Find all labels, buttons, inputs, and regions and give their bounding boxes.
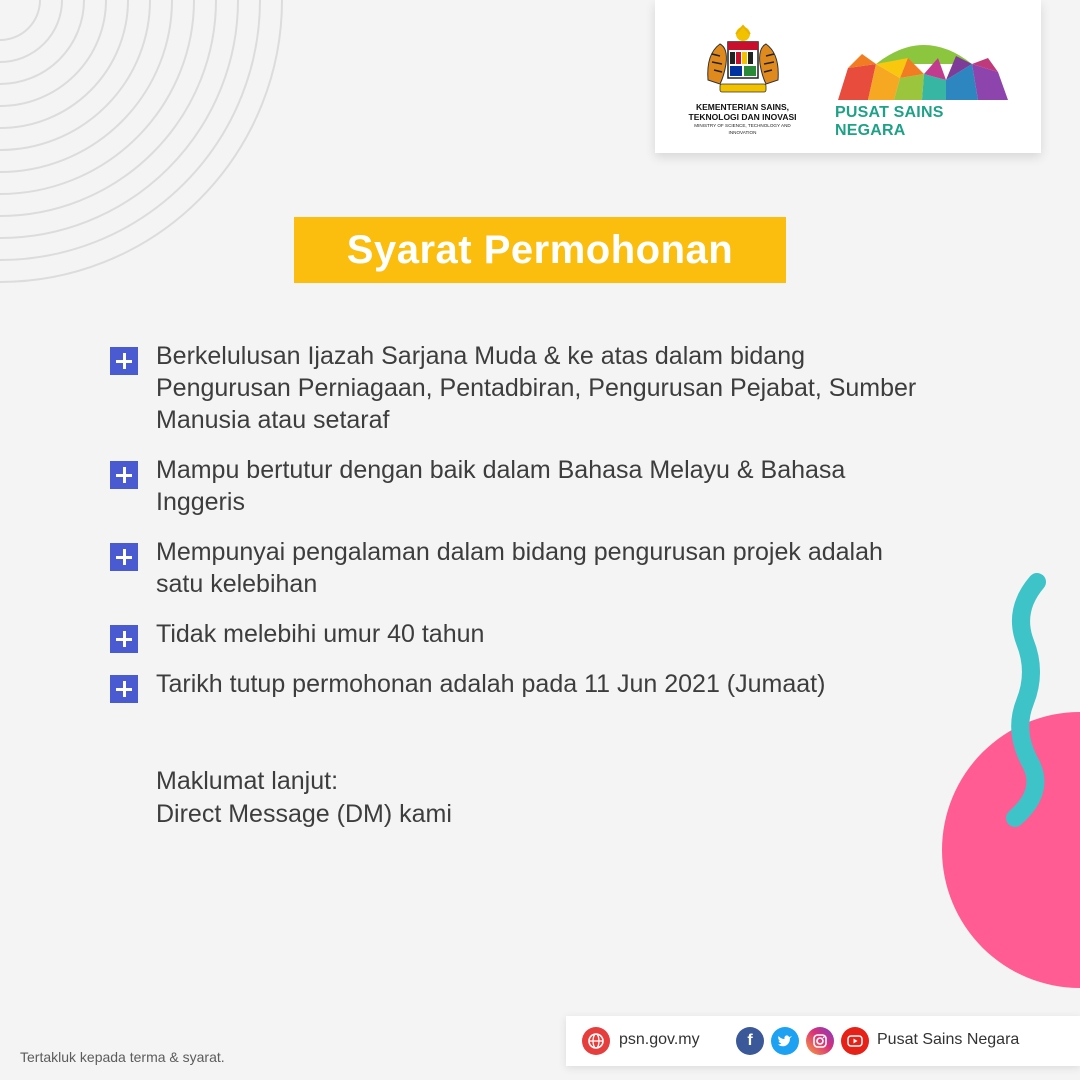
- decorative-squiggle: [985, 560, 1075, 840]
- ministry-name-line1: KEMENTERIAN SAINS,: [695, 102, 790, 112]
- requirement-text: Tarikh tutup permohonan adalah pada 11 Jun 2021 (Jumaat): [156, 670, 826, 698]
- more-info: [156, 765, 452, 831]
- list-item: [110, 668, 930, 700]
- psn-logo: [835, 34, 1015, 139]
- plus-icon: [110, 347, 138, 375]
- title-banner: [294, 217, 786, 283]
- coat-of-arms-icon: [698, 24, 788, 102]
- plus-icon: [110, 543, 138, 571]
- ministry-name-english: MINISTRY OF SCIENCE, TECHNOLOGY AND INNOVATION: [694, 123, 791, 135]
- list-item: [110, 618, 930, 650]
- requirement-text: Berkelulusan Ijazah Sarjana Muda & ke atas dalam bidang Pengurusan Perniagaan, Pentadbiran, Pengurusan Pejabat, Sumber Manusia atau setaraf: [156, 342, 917, 434]
- more-info-contact: Direct Message (DM) kami: [156, 800, 452, 828]
- facebook-icon[interactable]: f: [736, 1027, 764, 1055]
- requirement-text: Mempunyai pengalaman dalam bidang pengurusan projek adalah satu kelebihan: [156, 538, 883, 598]
- logo-card: [655, 0, 1041, 153]
- more-info-label: Maklumat lanjut:: [156, 767, 339, 795]
- requirement-text: Tidak melebihi umur 40 tahun: [156, 620, 485, 648]
- decorative-arcs: [0, 0, 300, 290]
- list-item: [110, 340, 930, 436]
- dome-logo-icon: [838, 34, 1010, 102]
- instagram-icon[interactable]: [806, 1027, 834, 1055]
- requirement-text: Mampu bertutur dengan baik dalam Bahasa Melayu & Bahasa Inggeris: [156, 456, 846, 516]
- social-handle[interactable]: Pusat Sains Negara: [877, 1031, 1020, 1048]
- list-item: [110, 454, 930, 518]
- ministry-name-line2: TEKNOLOGI DAN INOVASI: [688, 112, 797, 122]
- terms-note: Tertakluk kepada terma & syarat.: [20, 1049, 225, 1065]
- ministry-logo: [680, 24, 805, 144]
- psn-name: PUSAT SAINS NEGARA: [835, 104, 944, 139]
- plus-icon: [110, 625, 138, 653]
- youtube-icon[interactable]: [841, 1027, 869, 1055]
- twitter-icon[interactable]: [771, 1027, 799, 1055]
- plus-icon: [110, 461, 138, 489]
- page-title: Syarat Permohonan: [346, 227, 734, 272]
- plus-icon: [110, 675, 138, 703]
- list-item: [110, 536, 930, 600]
- requirements-list: [110, 340, 930, 718]
- website-link[interactable]: psn.gov.my: [619, 1031, 700, 1048]
- social-bar: [566, 1016, 1080, 1066]
- globe-icon[interactable]: [582, 1027, 610, 1055]
